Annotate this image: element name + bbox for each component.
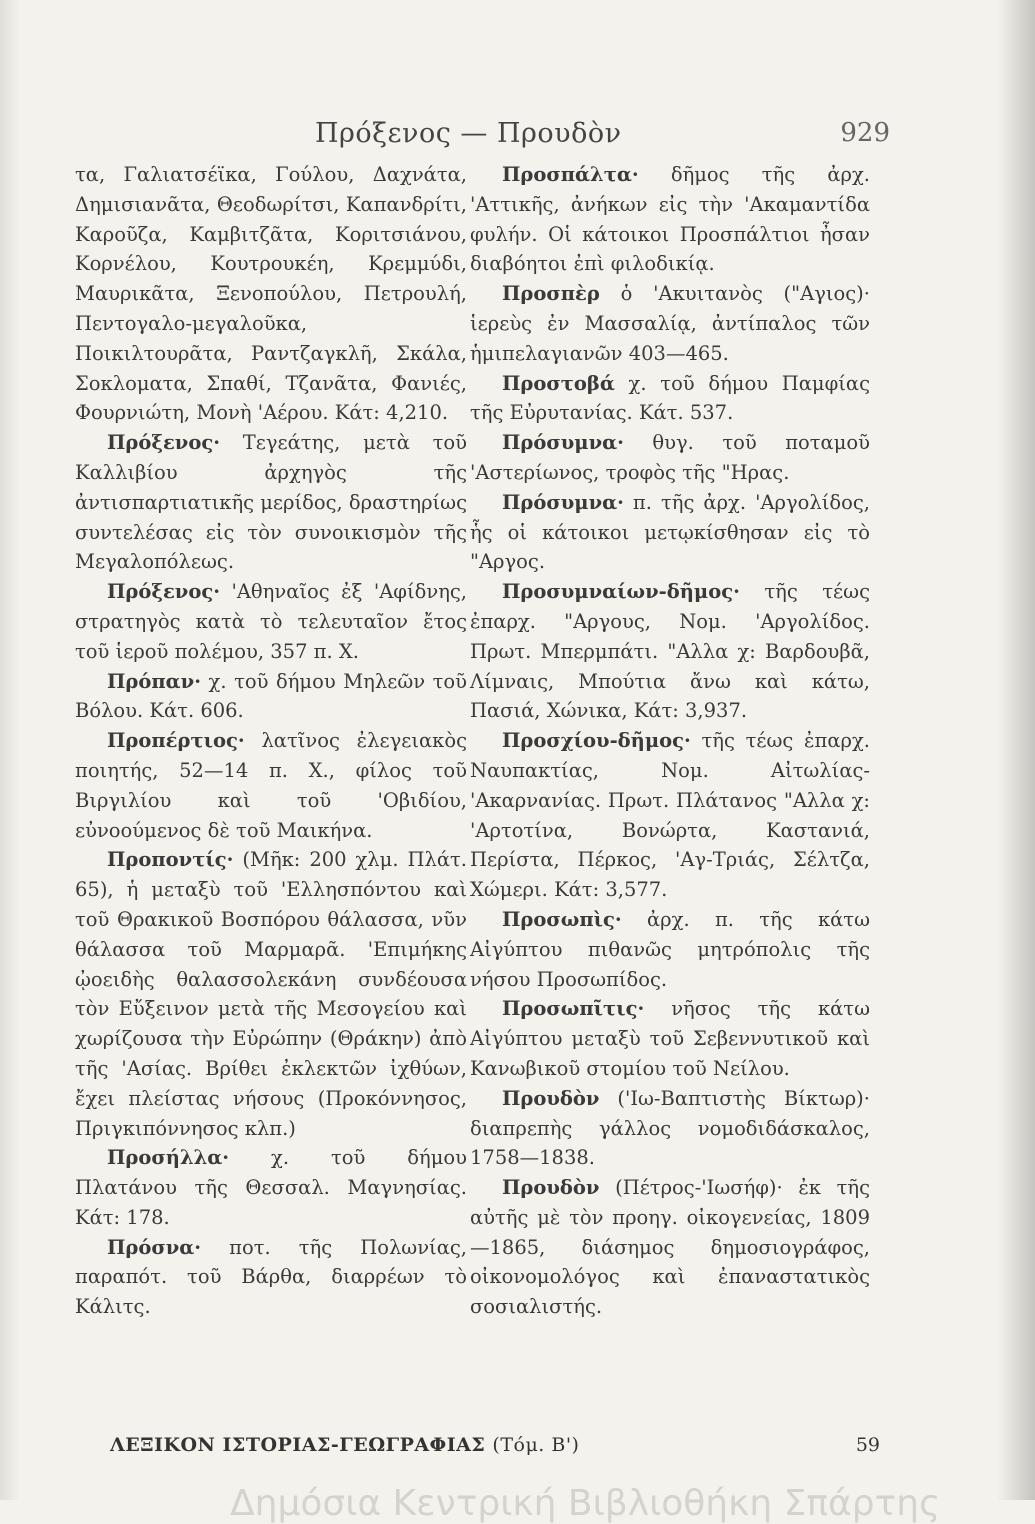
dictionary-entry — [470, 428, 870, 488]
dictionary-entry — [75, 1143, 467, 1232]
dictionary-entry — [470, 726, 870, 905]
right-column — [470, 160, 870, 1322]
entry-definition: (Μῆκ: 200 χλμ. Πλάτ. 65), ἡ μεταξὺ τοῦ 'Ελλησπόντου καὶ τοῦ Θρακικοῦ Βοσπόρου θάλασσα, νῦν θάλασσα τοῦ Μαρμαρᾶ. 'Επιμήκης ᾠοειδὴς θαλασσολεκάνη συνδέουσα τὸν Εὔξεινον μετὰ τῆς Μεσογείου καὶ χωρίζουσα τὴν Εὐρώπην (Θράκην) ἀπὸ τῆς 'Ασίας. Βρίθει ἐκλεκτῶν ἰχθύων, ἔχει πλείστας νήσους (Προκόννησος, Πριγκιπόννησος κλπ.) — [75, 848, 467, 1140]
entry-definition: λατῖνος ἐλεγειακὸς ποιητής, 52—14 π. Χ., φίλος τοῦ Βιργιλίου καὶ τοῦ 'Οβιδίου, εὐνοούμενος δὲ τοῦ Μαικήνα. — [75, 729, 467, 842]
binding-shadow — [0, 0, 20, 1500]
entry-definition: π. τῆς ἀρχ. 'Αργολίδος, ἧς οἱ κάτοικοι μετῳκίσθησαν εἰς τὸ "Αργος. — [470, 490, 870, 574]
entry-headword: Προσυμναίων-δῆμος· — [502, 580, 740, 604]
running-header — [200, 118, 890, 154]
entry-definition: τῆς τέως ἐπαρχ. Ναυπακτίας, Νομ. Αἰτωλίας-'Ακαρνανίας. Πρωτ. Πλάτανος "Αλλα χ: 'Αρτοτίνα, Βονώρτα, Καστανιά, Περίστα, Πέρκος, 'Αγ-Τριάς, Σέλτζα, Χώμερι. Κάτ: 3,577. — [470, 729, 870, 902]
dictionary-entry — [470, 577, 870, 726]
footer-series — [110, 1434, 579, 1456]
dictionary-entry — [470, 994, 870, 1083]
series-title: ΛΕΞΙΚΟΝ ΙΣΤΟΡΙΑΣ-ΓΕΩΓΡΑΦΙΑΣ — [110, 1434, 486, 1456]
dictionary-entry — [470, 1173, 870, 1322]
entry-definition: ('Ιω-Βαπτιστὴς Βίκτωρ)· διαπρεπὴς γάλλος νομοδιδάσκαλος, 1758—1838. — [470, 1086, 870, 1170]
entry-headword: Πρόξενος· — [107, 431, 220, 455]
entry-headword: Προπέρτιος· — [107, 729, 245, 753]
entry-headword: Πρόσνα· — [107, 1235, 202, 1259]
dictionary-entry — [75, 667, 467, 727]
entry-headword: Προσχίου-δῆμος· — [502, 729, 691, 753]
entry-headword: Προστοβά — [502, 371, 615, 395]
page-footer — [110, 1434, 880, 1464]
entry-headword: Προσπὲρ — [502, 282, 600, 306]
entry-definition: δῆμος τῆς ἀρχ. 'Αττικῆς, ἀνήκων εἰς τὴν 'Ακαμαντίδα φυλήν. Οἱ κάτοικοι Προσπάλτιοι ἦσαν διαβόητοι ἐπὶ φιλοδικίᾳ. — [470, 163, 870, 276]
entry-headword: Πρόσυμνα· — [502, 431, 624, 455]
entry-definition: ποτ. τῆς Πολωνίας, παραπότ. τοῦ Βάρθα, διαρρέων τὸ Κάλιτς. — [75, 1235, 467, 1319]
entry-headword: Προυδὸν — [502, 1176, 600, 1200]
entry-headword: Προυδὸν — [502, 1086, 600, 1110]
dictionary-entry — [75, 428, 467, 577]
entry-definition: ἀρχ. π. τῆς κάτω Αἰγύπτου πιθανῶς μητρόπολις τῆς νήσου Προσωπίδος. — [470, 907, 870, 991]
volume-label: (Τόμ. Β') — [492, 1434, 580, 1456]
left-entries — [75, 428, 467, 1322]
dictionary-entry — [75, 845, 467, 1143]
right-entries — [470, 160, 870, 1322]
entry-definition: ὁ 'Ακυιτανὸς ("Αγιος)· ἱερεὺς ἐν Μασσαλίᾳ, ἀντίπαλος τῶν ἡμιπελαγιανῶν 403—465. — [470, 282, 870, 365]
entry-headword: Προσπάλτα· — [502, 163, 639, 186]
entry-headword: Προσωπῖτις· — [502, 997, 645, 1021]
signature-mark: 59 — [855, 1434, 880, 1456]
library-watermark: Δημόσια Κεντρική Βιβλιοθήκη Σπάρτης — [230, 1483, 941, 1524]
dictionary-entry — [75, 726, 467, 845]
entry-headword: Πρόξενος· — [107, 580, 220, 604]
entry-definition: χ. τοῦ δήμου Παμφίας τῆς Εὐρυτανίας. Κάτ. 537. — [470, 371, 870, 425]
dictionary-entry — [470, 369, 870, 429]
entry-definition: χ. τοῦ δήμου Μηλεῶν τοῦ Βόλου. Κάτ. 606. — [75, 669, 467, 723]
entry-definition: 'Αθηναῖος ἐξ 'Αφίδνης, στρατηγὸς κατὰ τὸ τελευταῖον ἔτος τοῦ ἱεροῦ πολέμου, 357 π. Χ. — [75, 580, 467, 663]
dictionary-entry — [470, 488, 870, 577]
left-column — [75, 160, 467, 1322]
entry-headword: Πρόπαν· — [107, 669, 201, 693]
dictionary-entry — [470, 905, 870, 994]
entry-definition: θυγ. τοῦ ποταμοῦ 'Αστερίωνος, τροφὸς τῆς "Ηρας. — [470, 431, 870, 484]
entry-definition: Τεγεάτης, μετὰ τοῦ Καλλιβίου ἀρχηγὸς τῆς ἀντισπαρτιατικῆς μερίδος, δραστηρίως συντελέσας εἰς τὸν συνοικισμὸν τῆς Μεγαλοπόλεως. — [75, 431, 468, 574]
entry-definition: τῆς τέως ἐπαρχ. "Αργους, Νομ. 'Αργολίδος. Πρωτ. Μπερμπάτι. "Αλλα χ: Βαρδουβᾶ, Λίμναις, Μπούτια ἄνω καὶ κάτω, Πασιά, Χώνικα, Κάτ: 3,937. — [470, 580, 870, 723]
page-edge-shadow — [997, 0, 1035, 1500]
dictionary-entry — [470, 1084, 870, 1173]
dictionary-entry — [470, 160, 870, 279]
dictionary-entry — [470, 279, 870, 368]
header-title: Πρόξενος — Προυδὸν — [315, 118, 622, 149]
entry-definition: χ. τοῦ δήμου Πλατάνου τῆς Θεσσαλ. Μαγνησίας. Κάτ: 178. — [75, 1146, 467, 1229]
continuation-text: τα, Γαλιατσέϊκα, Γούλου, Δαχνάτα, Δημισιανᾶτα, Θεοδωρίτσι, Καπανδρίτι, Καροῦζα, Καμβιτζᾶτα, Κοριτσιάνου, Κορνέλου, Κουτρουκέη, Κρεμμύδι, Μαυρικᾶτα, Ξενοπούλου, Πετρουλή, Πεντογαλο-μεγαλοῦκα, Ποικιλτουρᾶτα, Ραντζαγκλῆ, Σκάλα, Σοκλοματα, Σπαθί, Τζανᾶτα, Φανιές, Φουρνιώτη, Μονὴ 'Αέρου. Κάτ: 4,210. — [75, 163, 467, 425]
entry-definition: (Πέτρος-'Ιωσήφ)· ἐκ τῆς αὐτῆς μὲ τὸν προηγ. οἰκογενείας, 1809—1865, διάσημος δημοσιογράφος, οἰκονομολόγος καὶ ἐπαναστατικὸς σοσιαλιστής. — [470, 1176, 870, 1319]
dictionary-entry — [75, 577, 467, 666]
entry-headword: Πρόσυμνα· — [502, 490, 624, 514]
entry-headword: Προσήλλα· — [107, 1146, 230, 1170]
entry-headword: Προσωπὶς· — [502, 907, 622, 931]
page-number: 929 — [840, 118, 890, 148]
entry-headword: Προποντίς· — [107, 848, 234, 872]
entry-definition: νῆσος τῆς κάτω Αἰγύπτου μεταξὺ τοῦ Σεβεννυτικοῦ καὶ Κανωβικοῦ στομίου τοῦ Νείλου. — [470, 997, 870, 1080]
dictionary-entry — [75, 1233, 467, 1322]
